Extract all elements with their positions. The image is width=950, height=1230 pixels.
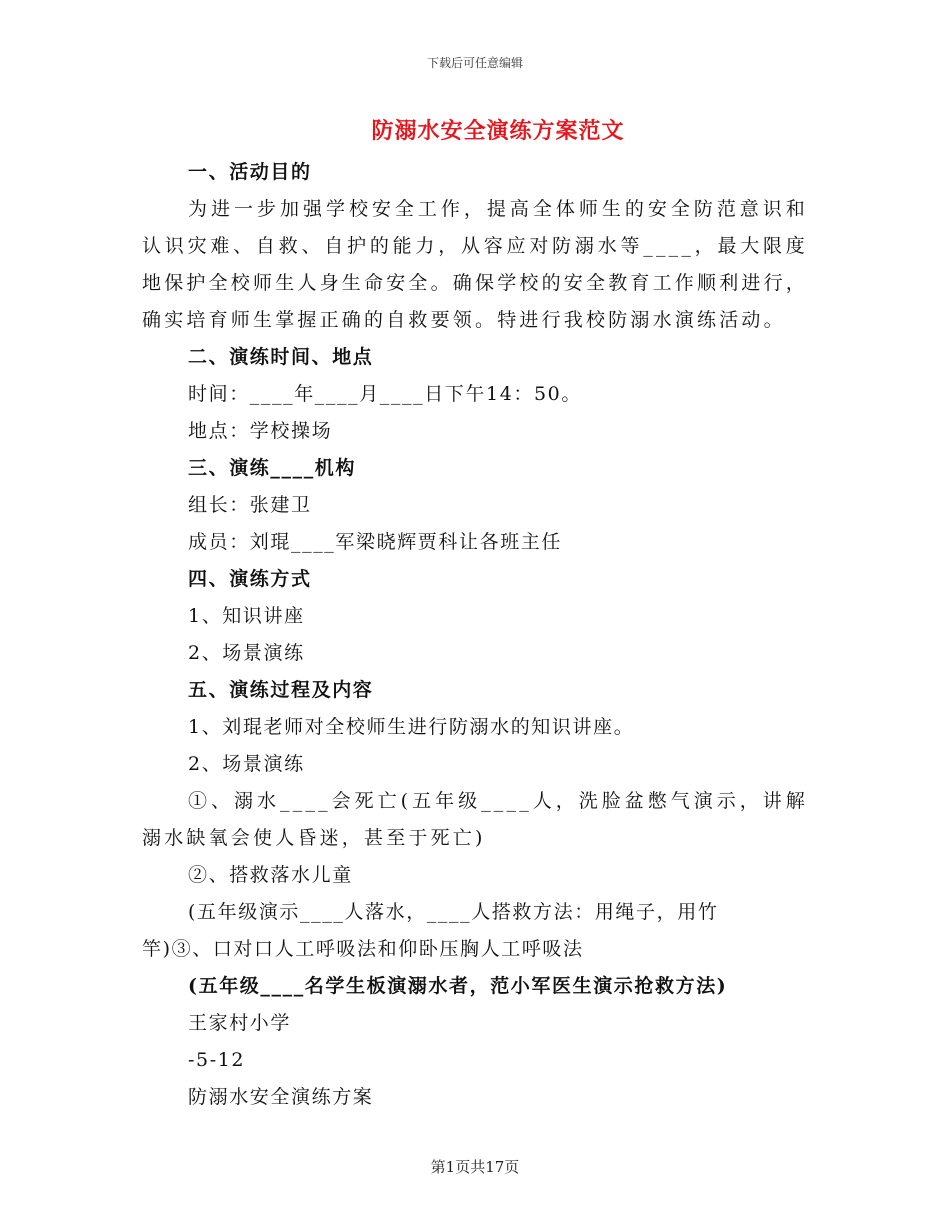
section-heading-method: 四、演练方式	[188, 568, 312, 590]
page-header: 下载后可任意编辑	[426, 56, 523, 70]
process-item-lecture: 1、刘琨老师对全校师生进行防溺水的知识讲座。	[188, 716, 635, 738]
page-number: 第1页共17页	[430, 1158, 520, 1176]
team-leader: 组长：张建卫	[188, 494, 312, 516]
method-item-drill: 2、场景演练	[188, 642, 305, 664]
drill-place: 地点：学校操场	[188, 420, 333, 442]
document-title: 防溺水安全演练方案范文	[371, 118, 625, 144]
team-members: 成员：刘琨____军梁晓辉贾科让各班主任	[188, 531, 563, 553]
signature-date: -5-12	[188, 1049, 246, 1071]
process-sub-cpr: 竿)③、口对口人工呼吸法和仰卧压胸人工呼吸法	[142, 938, 584, 960]
section-heading-process: 五、演练过程及内容	[188, 679, 374, 701]
section-heading-purpose: 一、活动目的	[188, 161, 312, 183]
process-item-drill: 2、场景演练	[188, 753, 305, 775]
section-heading-organization: 三、演练____机构	[188, 457, 357, 479]
process-sub-rescue-detail: (五年级演示____人落水，____人搭救方法：用绳子，用竹	[188, 901, 719, 923]
signature-school: 王家村小学	[188, 1012, 292, 1034]
document-body	[142, 154, 808, 1116]
process-sub-drowning-demo: ①、溺水____会死亡(五年级____人，洗脸盆憋气演示，讲解溺水缺氧会使人昏迷，甚至于死亡)	[142, 790, 808, 849]
section-heading-time-place: 二、演练时间、地点	[188, 346, 374, 368]
purpose-paragraph: 为进一步加强学校安全工作，提高全体师生的安全防范意识和认识灾难、自救、自护的能力，从容应对防溺水等____，最大限度地保护全校师生人身生命安全。确保学校的安全教育工作顺利进行，确实培育师生掌握正确的自救要领。特进行我校防溺水演练活动。	[142, 198, 809, 331]
drill-time: 时间：____年____月____日下午14：50。	[188, 383, 582, 405]
method-item-lecture: 1、知识讲座	[188, 605, 305, 627]
process-sub-rescue: ②、搭救落水儿童	[188, 864, 353, 886]
signature-doc-name: 防溺水安全演练方案	[188, 1086, 374, 1108]
process-sub-cpr-note: (五年级____名学生板演溺水者，范小军医生演示抢救方法)	[188, 975, 728, 997]
